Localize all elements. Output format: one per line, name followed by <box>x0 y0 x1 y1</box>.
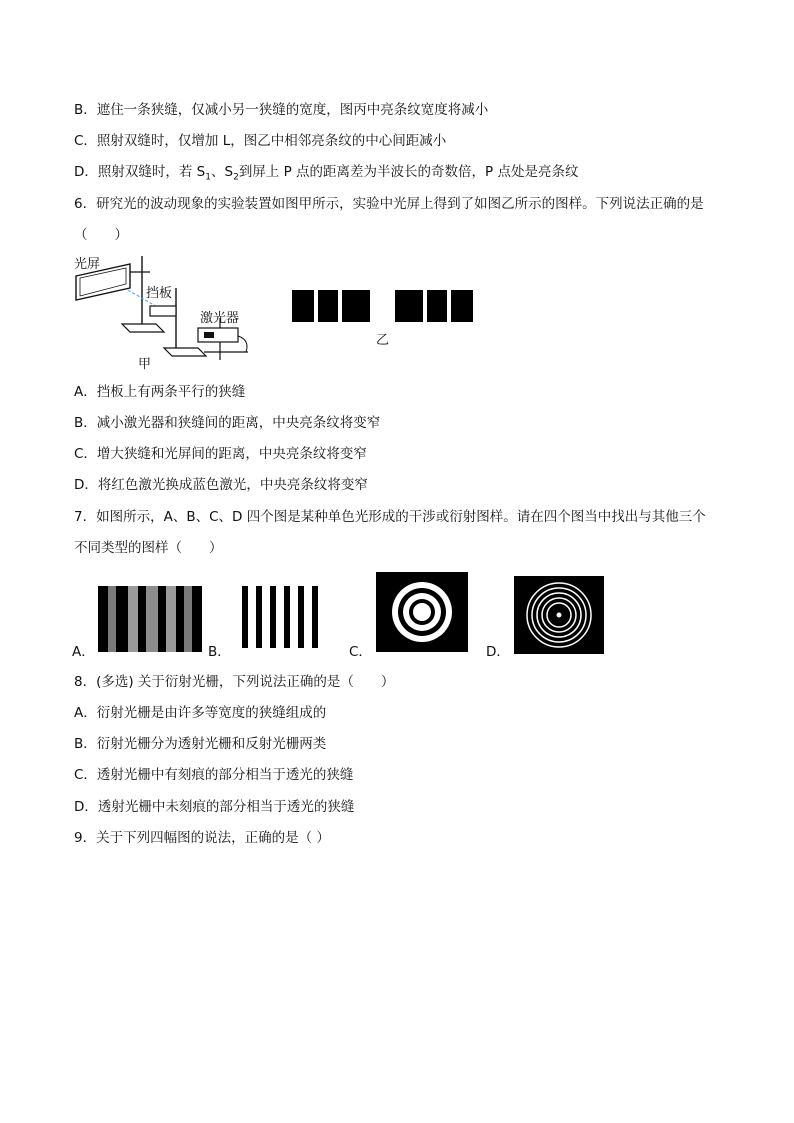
q6-figure-jia <box>70 252 260 372</box>
q6-option-c: C．增大狭缝和光屏间的距离，中央亮条纹将变窄 <box>74 446 367 462</box>
q7-stem-line1: 7．如图所示，A、B、C、D 四个图是某种单色光形成的干涉或衍射图样。请在四个图当中找出与其他三个 <box>74 509 706 525</box>
q9-stem: 9．关于下列四幅图的说法，正确的是（ ） <box>74 830 330 846</box>
q7-label-c: C． <box>349 644 372 660</box>
label-baffle: 挡板 <box>146 286 173 301</box>
q8-option-a: A．衍射光栅是由许多等宽度的狭缝组成的 <box>74 705 327 721</box>
caption-yi: 乙 <box>376 333 390 348</box>
q7-figure-c <box>376 572 468 652</box>
q6-option-b: B．减小激光器和狭缝间的距离，中央亮条纹将变窄 <box>74 415 381 431</box>
q5-option-d-pre: D．照射双缝时，若 S <box>74 164 206 180</box>
q5-sub-2: 2 <box>233 172 239 183</box>
q7-label-d: D． <box>486 644 510 660</box>
yi-band-3 <box>342 290 370 322</box>
yi-band-1 <box>292 290 314 322</box>
q6-figure-yi <box>290 288 480 348</box>
yi-band-4 <box>395 290 423 322</box>
yi-band-5 <box>427 290 447 322</box>
q7-stem-line2: 不同类型的图样（ ） <box>74 540 223 556</box>
q7-figure-b <box>238 586 330 648</box>
q6-option-a: A．挡板上有两条平行的狭缝 <box>74 384 246 400</box>
label-screen: 光屏 <box>74 257 101 272</box>
q8-option-d: D．透射光栅中未刻痕的部分相当于透光的狭缝 <box>74 799 355 815</box>
yi-band-2 <box>318 290 338 322</box>
q5-option-c: C．照射双缝时，仅增加 L，图乙中相邻亮条纹的中心间距减小 <box>74 133 447 149</box>
q8-option-b: B．衍射光栅分为透射光栅和反射光栅两类 <box>74 736 327 752</box>
q7-figure-a <box>98 586 202 652</box>
q8-stem: 8．(多选) 关于衍射光栅，下列说法正确的是（ ） <box>74 674 395 690</box>
q8-option-c: C．透射光栅中有刻痕的部分相当于透光的狭缝 <box>74 767 354 783</box>
q7-label-b: B． <box>208 644 231 660</box>
q6-paren: （ ） <box>74 227 128 243</box>
q6-stem: 6．研究光的波动现象的实验装置如图甲所示，实验中光屏上得到了如图乙所示的图样。下列说法正确的是 <box>74 196 704 212</box>
q6-option-d: D．将红色激光换成蓝色激光，中央亮条纹将变窄 <box>74 477 368 493</box>
q5-sub-1: 1 <box>205 172 211 183</box>
q5-option-d <box>74 162 578 188</box>
q7-label-a: A． <box>72 644 95 660</box>
q5-option-d-post: 到屏上 P 点的距离差为半波长的奇数倍，P 点处是亮条纹 <box>238 164 579 180</box>
q5-option-d-mid: 、S <box>211 164 234 180</box>
label-laser: 激光器 <box>200 311 240 326</box>
q7-figure-d <box>514 576 604 654</box>
caption-jia: 甲 <box>138 357 152 372</box>
q5-option-b: B．遮住一条狭缝，仅减小另一狭缝的宽度，图丙中亮条纹宽度将减小 <box>74 102 489 118</box>
yi-band-6 <box>451 290 473 322</box>
